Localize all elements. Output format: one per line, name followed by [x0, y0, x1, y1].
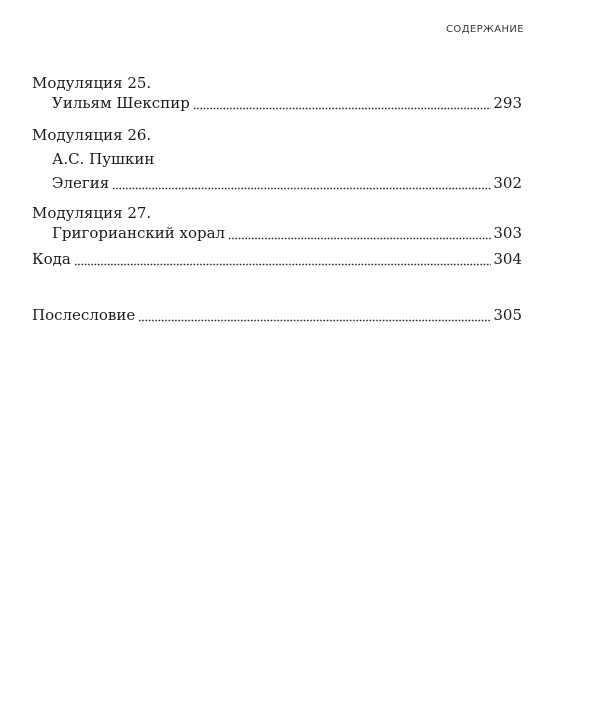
- toc-page-number: 302: [493, 174, 522, 192]
- dot-leader: [112, 172, 491, 194]
- toc-entry-title: Элегия: [52, 174, 110, 192]
- toc-entry-afterword[interactable]: [32, 304, 522, 326]
- toc-heading-label: Модуляция 25.: [32, 74, 152, 92]
- toc-entry-coda[interactable]: [32, 248, 522, 270]
- toc-author-pushkin: [32, 148, 522, 170]
- toc-author-label: А.С. Пушкин: [52, 150, 155, 168]
- toc-entry-gregorian-chant[interactable]: [32, 222, 522, 244]
- toc-heading-mod25: [32, 72, 522, 94]
- toc-heading-mod27: [32, 202, 522, 224]
- toc-heading-label: Модуляция 27.: [32, 204, 152, 222]
- toc-entry-title: Кода: [32, 250, 71, 268]
- running-head: СОДЕРЖАНИЕ: [446, 24, 524, 35]
- toc-entry-title: Уильям Шекспир: [52, 94, 190, 112]
- toc-entry-title: Григорианский хорал: [52, 224, 226, 242]
- toc-heading-label: Модуляция 26.: [32, 126, 152, 144]
- toc-entry-elegy[interactable]: [32, 172, 522, 194]
- toc-heading-mod26: [32, 124, 522, 146]
- toc-page-number: 304: [493, 250, 522, 268]
- dot-leader: [193, 92, 492, 114]
- dot-leader: [74, 248, 492, 270]
- toc-page-number: 303: [493, 224, 522, 242]
- toc-page-number: 293: [493, 94, 522, 112]
- dot-leader: [138, 304, 491, 326]
- toc-entry-title: Послесловие: [32, 306, 136, 324]
- toc-entry-shakespeare[interactable]: [32, 92, 522, 114]
- toc-page-number: 305: [493, 306, 522, 324]
- dot-leader: [228, 222, 491, 244]
